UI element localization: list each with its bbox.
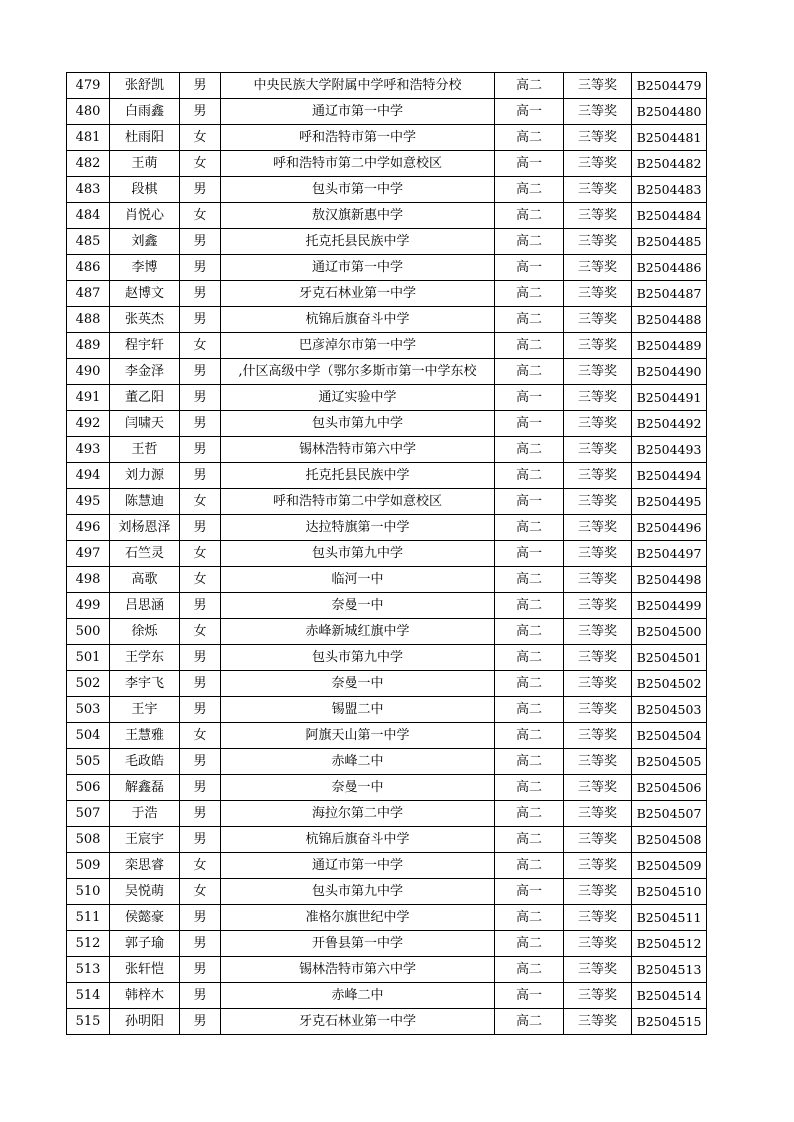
gender-cell: 女 [180, 879, 221, 905]
grade-cell: 高一 [495, 983, 564, 1009]
award-level-cell: 三等奖 [564, 671, 632, 697]
gender-cell: 男 [180, 411, 221, 437]
student-name-cell: 陈慧迪 [110, 489, 180, 515]
school-cell: 包头市第九中学 [221, 411, 495, 437]
grade-cell: 高二 [495, 567, 564, 593]
serial-number-cell: 490 [67, 359, 110, 385]
gender-cell: 男 [180, 229, 221, 255]
gender-cell: 男 [180, 827, 221, 853]
student-name-cell: 王慧雅 [110, 723, 180, 749]
gender-cell: 男 [180, 99, 221, 125]
serial-number-cell: 515 [67, 1009, 110, 1035]
certificate-number-cell: B2504503 [632, 697, 707, 723]
gender-cell: 女 [180, 151, 221, 177]
certificate-number-cell: B2504487 [632, 281, 707, 307]
gender-cell: 男 [180, 801, 221, 827]
school-cell: 奈曼一中 [221, 593, 495, 619]
award-level-cell: 三等奖 [564, 827, 632, 853]
grade-cell: 高二 [495, 619, 564, 645]
grade-cell: 高一 [495, 879, 564, 905]
student-name-cell: 石竺灵 [110, 541, 180, 567]
grade-cell: 高二 [495, 905, 564, 931]
certificate-number-cell: B2504485 [632, 229, 707, 255]
table-row [67, 619, 707, 645]
grade-cell: 高二 [495, 333, 564, 359]
table-row [67, 645, 707, 671]
student-name-cell: 刘杨恩泽 [110, 515, 180, 541]
school-cell: 奈曼一中 [221, 671, 495, 697]
gender-cell: 男 [180, 671, 221, 697]
certificate-number-cell: B2504512 [632, 931, 707, 957]
gender-cell: 男 [180, 255, 221, 281]
grade-cell: 高一 [495, 151, 564, 177]
award-level-cell: 三等奖 [564, 983, 632, 1009]
serial-number-cell: 484 [67, 203, 110, 229]
school-cell: 通辽实验中学 [221, 385, 495, 411]
grade-cell: 高二 [495, 125, 564, 151]
student-name-cell: 肖悦心 [110, 203, 180, 229]
grade-cell: 高二 [495, 749, 564, 775]
student-name-cell: 张英杰 [110, 307, 180, 333]
award-level-cell: 三等奖 [564, 463, 632, 489]
award-table [66, 72, 707, 1035]
serial-number-cell: 493 [67, 437, 110, 463]
school-cell: 杭锦后旗奋斗中学 [221, 827, 495, 853]
student-name-cell: 董乙阳 [110, 385, 180, 411]
gender-cell: 男 [180, 775, 221, 801]
table-row [67, 281, 707, 307]
gender-cell: 男 [180, 983, 221, 1009]
school-cell: 牙克石林业第一中学 [221, 1009, 495, 1035]
grade-cell: 高二 [495, 177, 564, 203]
award-level-cell: 三等奖 [564, 255, 632, 281]
gender-cell: 男 [180, 73, 221, 99]
serial-number-cell: 501 [67, 645, 110, 671]
certificate-number-cell: B2504495 [632, 489, 707, 515]
serial-number-cell: 492 [67, 411, 110, 437]
table-row [67, 593, 707, 619]
table-row [67, 255, 707, 281]
student-name-cell: 孙明阳 [110, 1009, 180, 1035]
student-name-cell: 段棋 [110, 177, 180, 203]
certificate-number-cell: B2504493 [632, 437, 707, 463]
certificate-number-cell: B2504513 [632, 957, 707, 983]
student-name-cell: 郭子瑜 [110, 931, 180, 957]
certificate-number-cell: B2504488 [632, 307, 707, 333]
table-row [67, 515, 707, 541]
gender-cell: 女 [180, 125, 221, 151]
grade-cell: 高一 [495, 99, 564, 125]
school-cell: 锡盟二中 [221, 697, 495, 723]
gender-cell: 男 [180, 281, 221, 307]
award-level-cell: 三等奖 [564, 411, 632, 437]
award-level-cell: 三等奖 [564, 1009, 632, 1035]
grade-cell: 高二 [495, 723, 564, 749]
school-cell: 包头市第九中学 [221, 645, 495, 671]
award-level-cell: 三等奖 [564, 125, 632, 151]
grade-cell: 高二 [495, 697, 564, 723]
serial-number-cell: 511 [67, 905, 110, 931]
serial-number-cell: 491 [67, 385, 110, 411]
certificate-number-cell: B2504482 [632, 151, 707, 177]
certificate-number-cell: B2504499 [632, 593, 707, 619]
school-cell: 包头市第一中学 [221, 177, 495, 203]
student-name-cell: 吴悦萌 [110, 879, 180, 905]
table-row [67, 73, 707, 99]
certificate-number-cell: B2504497 [632, 541, 707, 567]
student-name-cell: 杜雨阳 [110, 125, 180, 151]
gender-cell: 女 [180, 203, 221, 229]
school-cell: 托克托县民族中学 [221, 463, 495, 489]
serial-number-cell: 483 [67, 177, 110, 203]
serial-number-cell: 496 [67, 515, 110, 541]
award-level-cell: 三等奖 [564, 307, 632, 333]
gender-cell: 男 [180, 1009, 221, 1035]
award-level-cell: 三等奖 [564, 437, 632, 463]
table-row [67, 723, 707, 749]
table-row [67, 203, 707, 229]
grade-cell: 高二 [495, 931, 564, 957]
certificate-number-cell: B2504481 [632, 125, 707, 151]
gender-cell: 男 [180, 593, 221, 619]
grade-cell: 高二 [495, 463, 564, 489]
school-cell: 中央民族大学附属中学呼和浩特分校 [221, 73, 495, 99]
serial-number-cell: 480 [67, 99, 110, 125]
certificate-number-cell: B2504496 [632, 515, 707, 541]
award-level-cell: 三等奖 [564, 567, 632, 593]
student-name-cell: 王宸宇 [110, 827, 180, 853]
gender-cell: 男 [180, 645, 221, 671]
grade-cell: 高二 [495, 437, 564, 463]
certificate-number-cell: B2504515 [632, 1009, 707, 1035]
certificate-number-cell: B2504510 [632, 879, 707, 905]
certificate-number-cell: B2504480 [632, 99, 707, 125]
student-name-cell: 张轩恺 [110, 957, 180, 983]
grade-cell: 高二 [495, 853, 564, 879]
serial-number-cell: 481 [67, 125, 110, 151]
student-name-cell: 于浩 [110, 801, 180, 827]
student-name-cell: 李金泽 [110, 359, 180, 385]
gender-cell: 男 [180, 385, 221, 411]
gender-cell: 女 [180, 723, 221, 749]
table-row [67, 489, 707, 515]
table-row [67, 567, 707, 593]
gender-cell: 男 [180, 437, 221, 463]
school-cell: 达拉特旗第一中学 [221, 515, 495, 541]
student-name-cell: 侯懿豪 [110, 905, 180, 931]
serial-number-cell: 504 [67, 723, 110, 749]
award-level-cell: 三等奖 [564, 541, 632, 567]
student-name-cell: 栾思睿 [110, 853, 180, 879]
gender-cell: 男 [180, 359, 221, 385]
school-cell: 赤峰二中 [221, 749, 495, 775]
table-row [67, 229, 707, 255]
certificate-number-cell: B2504514 [632, 983, 707, 1009]
serial-number-cell: 495 [67, 489, 110, 515]
certificate-number-cell: B2504506 [632, 775, 707, 801]
grade-cell: 高二 [495, 359, 564, 385]
serial-number-cell: 514 [67, 983, 110, 1009]
school-cell: 锡林浩特市第六中学 [221, 957, 495, 983]
school-cell: 锡林浩特市第六中学 [221, 437, 495, 463]
grade-cell: 高一 [495, 255, 564, 281]
table-row [67, 463, 707, 489]
grade-cell: 高二 [495, 645, 564, 671]
grade-cell: 高二 [495, 203, 564, 229]
award-level-cell: 三等奖 [564, 359, 632, 385]
table-row [67, 307, 707, 333]
school-cell: 巴彦淖尔市第一中学 [221, 333, 495, 359]
table-row [67, 151, 707, 177]
award-level-cell: 三等奖 [564, 723, 632, 749]
award-level-cell: 三等奖 [564, 645, 632, 671]
table-row [67, 333, 707, 359]
certificate-number-cell: B2504489 [632, 333, 707, 359]
award-level-cell: 三等奖 [564, 385, 632, 411]
serial-number-cell: 479 [67, 73, 110, 99]
award-level-cell: 三等奖 [564, 619, 632, 645]
gender-cell: 男 [180, 905, 221, 931]
table-row [67, 359, 707, 385]
table-row [67, 437, 707, 463]
certificate-number-cell: B2504500 [632, 619, 707, 645]
serial-number-cell: 506 [67, 775, 110, 801]
school-cell: 托克托县民族中学 [221, 229, 495, 255]
award-level-cell: 三等奖 [564, 905, 632, 931]
certificate-number-cell: B2504511 [632, 905, 707, 931]
serial-number-cell: 503 [67, 697, 110, 723]
certificate-number-cell: B2504501 [632, 645, 707, 671]
student-name-cell: 刘力源 [110, 463, 180, 489]
gender-cell: 男 [180, 515, 221, 541]
gender-cell: 男 [180, 177, 221, 203]
table-row [67, 177, 707, 203]
student-name-cell: 高歌 [110, 567, 180, 593]
grade-cell: 高二 [495, 73, 564, 99]
certificate-number-cell: B2504492 [632, 411, 707, 437]
table-row [67, 749, 707, 775]
grade-cell: 高一 [495, 489, 564, 515]
grade-cell: 高二 [495, 1009, 564, 1035]
award-level-cell: 三等奖 [564, 229, 632, 255]
school-cell: 包头市第九中学 [221, 541, 495, 567]
award-level-cell: 三等奖 [564, 151, 632, 177]
table-row [67, 99, 707, 125]
certificate-number-cell: B2504494 [632, 463, 707, 489]
student-name-cell: 吕思涵 [110, 593, 180, 619]
school-cell: 阿旗天山第一中学 [221, 723, 495, 749]
serial-number-cell: 500 [67, 619, 110, 645]
serial-number-cell: 486 [67, 255, 110, 281]
certificate-number-cell: B2504504 [632, 723, 707, 749]
serial-number-cell: 508 [67, 827, 110, 853]
serial-number-cell: 509 [67, 853, 110, 879]
serial-number-cell: 487 [67, 281, 110, 307]
certificate-number-cell: B2504502 [632, 671, 707, 697]
table-row [67, 983, 707, 1009]
school-cell: 敖汉旗新惠中学 [221, 203, 495, 229]
grade-cell: 高一 [495, 411, 564, 437]
table-row [67, 385, 707, 411]
certificate-number-cell: B2504498 [632, 567, 707, 593]
school-cell: 杭锦后旗奋斗中学 [221, 307, 495, 333]
gender-cell: 男 [180, 463, 221, 489]
certificate-number-cell: B2504486 [632, 255, 707, 281]
table-row [67, 697, 707, 723]
gender-cell: 女 [180, 853, 221, 879]
school-cell: 赤峰新城红旗中学 [221, 619, 495, 645]
award-level-cell: 三等奖 [564, 281, 632, 307]
gender-cell: 女 [180, 333, 221, 359]
certificate-number-cell: B2504479 [632, 73, 707, 99]
student-name-cell: 李宇飞 [110, 671, 180, 697]
award-level-cell: 三等奖 [564, 775, 632, 801]
student-name-cell: 王哲 [110, 437, 180, 463]
serial-number-cell: 512 [67, 931, 110, 957]
school-cell: 准格尔旗世纪中学 [221, 905, 495, 931]
certificate-number-cell: B2504483 [632, 177, 707, 203]
student-name-cell: 毛政皓 [110, 749, 180, 775]
school-cell: 海拉尔第二中学 [221, 801, 495, 827]
award-level-cell: 三等奖 [564, 73, 632, 99]
table-row [67, 957, 707, 983]
student-name-cell: 刘鑫 [110, 229, 180, 255]
student-name-cell: 闫啸天 [110, 411, 180, 437]
gender-cell: 男 [180, 931, 221, 957]
serial-number-cell: 513 [67, 957, 110, 983]
serial-number-cell: 485 [67, 229, 110, 255]
serial-number-cell: 502 [67, 671, 110, 697]
school-cell: ,什区高级中学（鄂尔多斯市第一中学东校 [221, 359, 495, 385]
school-cell: 赤峰二中 [221, 983, 495, 1009]
grade-cell: 高二 [495, 775, 564, 801]
award-level-cell: 三等奖 [564, 177, 632, 203]
table-row [67, 671, 707, 697]
certificate-number-cell: B2504507 [632, 801, 707, 827]
award-level-cell: 三等奖 [564, 99, 632, 125]
school-cell: 牙克石林业第一中学 [221, 281, 495, 307]
award-level-cell: 三等奖 [564, 749, 632, 775]
grade-cell: 高二 [495, 593, 564, 619]
grade-cell: 高二 [495, 827, 564, 853]
student-name-cell: 王宇 [110, 697, 180, 723]
student-name-cell: 王学东 [110, 645, 180, 671]
serial-number-cell: 488 [67, 307, 110, 333]
serial-number-cell: 482 [67, 151, 110, 177]
student-name-cell: 解鑫磊 [110, 775, 180, 801]
gender-cell: 男 [180, 307, 221, 333]
table-row [67, 931, 707, 957]
table-row [67, 1009, 707, 1035]
award-level-cell: 三等奖 [564, 489, 632, 515]
grade-cell: 高二 [495, 515, 564, 541]
grade-cell: 高二 [495, 671, 564, 697]
table-row [67, 827, 707, 853]
serial-number-cell: 499 [67, 593, 110, 619]
grade-cell: 高一 [495, 541, 564, 567]
table-row [67, 775, 707, 801]
certificate-number-cell: B2504491 [632, 385, 707, 411]
gender-cell: 女 [180, 619, 221, 645]
table-row [67, 411, 707, 437]
student-name-cell: 徐烁 [110, 619, 180, 645]
award-level-cell: 三等奖 [564, 697, 632, 723]
award-level-cell: 三等奖 [564, 593, 632, 619]
gender-cell: 女 [180, 567, 221, 593]
award-level-cell: 三等奖 [564, 801, 632, 827]
serial-number-cell: 505 [67, 749, 110, 775]
table-row [67, 541, 707, 567]
serial-number-cell: 489 [67, 333, 110, 359]
grade-cell: 高一 [495, 385, 564, 411]
school-cell: 呼和浩特市第二中学如意校区 [221, 489, 495, 515]
grade-cell: 高二 [495, 801, 564, 827]
student-name-cell: 韩梓木 [110, 983, 180, 1009]
award-level-cell: 三等奖 [564, 515, 632, 541]
school-cell: 呼和浩特市第一中学 [221, 125, 495, 151]
student-name-cell: 赵博文 [110, 281, 180, 307]
certificate-number-cell: B2504490 [632, 359, 707, 385]
award-level-cell: 三等奖 [564, 333, 632, 359]
table-row [67, 125, 707, 151]
award-level-cell: 三等奖 [564, 879, 632, 905]
student-name-cell: 白雨鑫 [110, 99, 180, 125]
student-name-cell: 王萌 [110, 151, 180, 177]
school-cell: 通辽市第一中学 [221, 255, 495, 281]
award-level-cell: 三等奖 [564, 853, 632, 879]
serial-number-cell: 494 [67, 463, 110, 489]
certificate-number-cell: B2504484 [632, 203, 707, 229]
serial-number-cell: 497 [67, 541, 110, 567]
grade-cell: 高二 [495, 957, 564, 983]
school-cell: 包头市第九中学 [221, 879, 495, 905]
award-level-cell: 三等奖 [564, 203, 632, 229]
award-level-cell: 三等奖 [564, 931, 632, 957]
award-level-cell: 三等奖 [564, 957, 632, 983]
school-cell: 通辽市第一中学 [221, 853, 495, 879]
grade-cell: 高二 [495, 281, 564, 307]
gender-cell: 女 [180, 489, 221, 515]
serial-number-cell: 507 [67, 801, 110, 827]
school-cell: 通辽市第一中学 [221, 99, 495, 125]
student-name-cell: 程宇轩 [110, 333, 180, 359]
grade-cell: 高二 [495, 307, 564, 333]
serial-number-cell: 510 [67, 879, 110, 905]
table-row [67, 853, 707, 879]
school-cell: 呼和浩特市第二中学如意校区 [221, 151, 495, 177]
certificate-number-cell: B2504508 [632, 827, 707, 853]
certificate-number-cell: B2504505 [632, 749, 707, 775]
student-name-cell: 张舒凯 [110, 73, 180, 99]
gender-cell: 女 [180, 541, 221, 567]
certificate-number-cell: B2504509 [632, 853, 707, 879]
award-table-body [67, 73, 707, 1035]
table-row [67, 905, 707, 931]
table-row [67, 879, 707, 905]
school-cell: 开鲁县第一中学 [221, 931, 495, 957]
grade-cell: 高二 [495, 229, 564, 255]
student-name-cell: 李博 [110, 255, 180, 281]
serial-number-cell: 498 [67, 567, 110, 593]
school-cell: 奈曼一中 [221, 775, 495, 801]
gender-cell: 男 [180, 697, 221, 723]
table-row [67, 801, 707, 827]
gender-cell: 男 [180, 957, 221, 983]
gender-cell: 男 [180, 749, 221, 775]
school-cell: 临河一中 [221, 567, 495, 593]
